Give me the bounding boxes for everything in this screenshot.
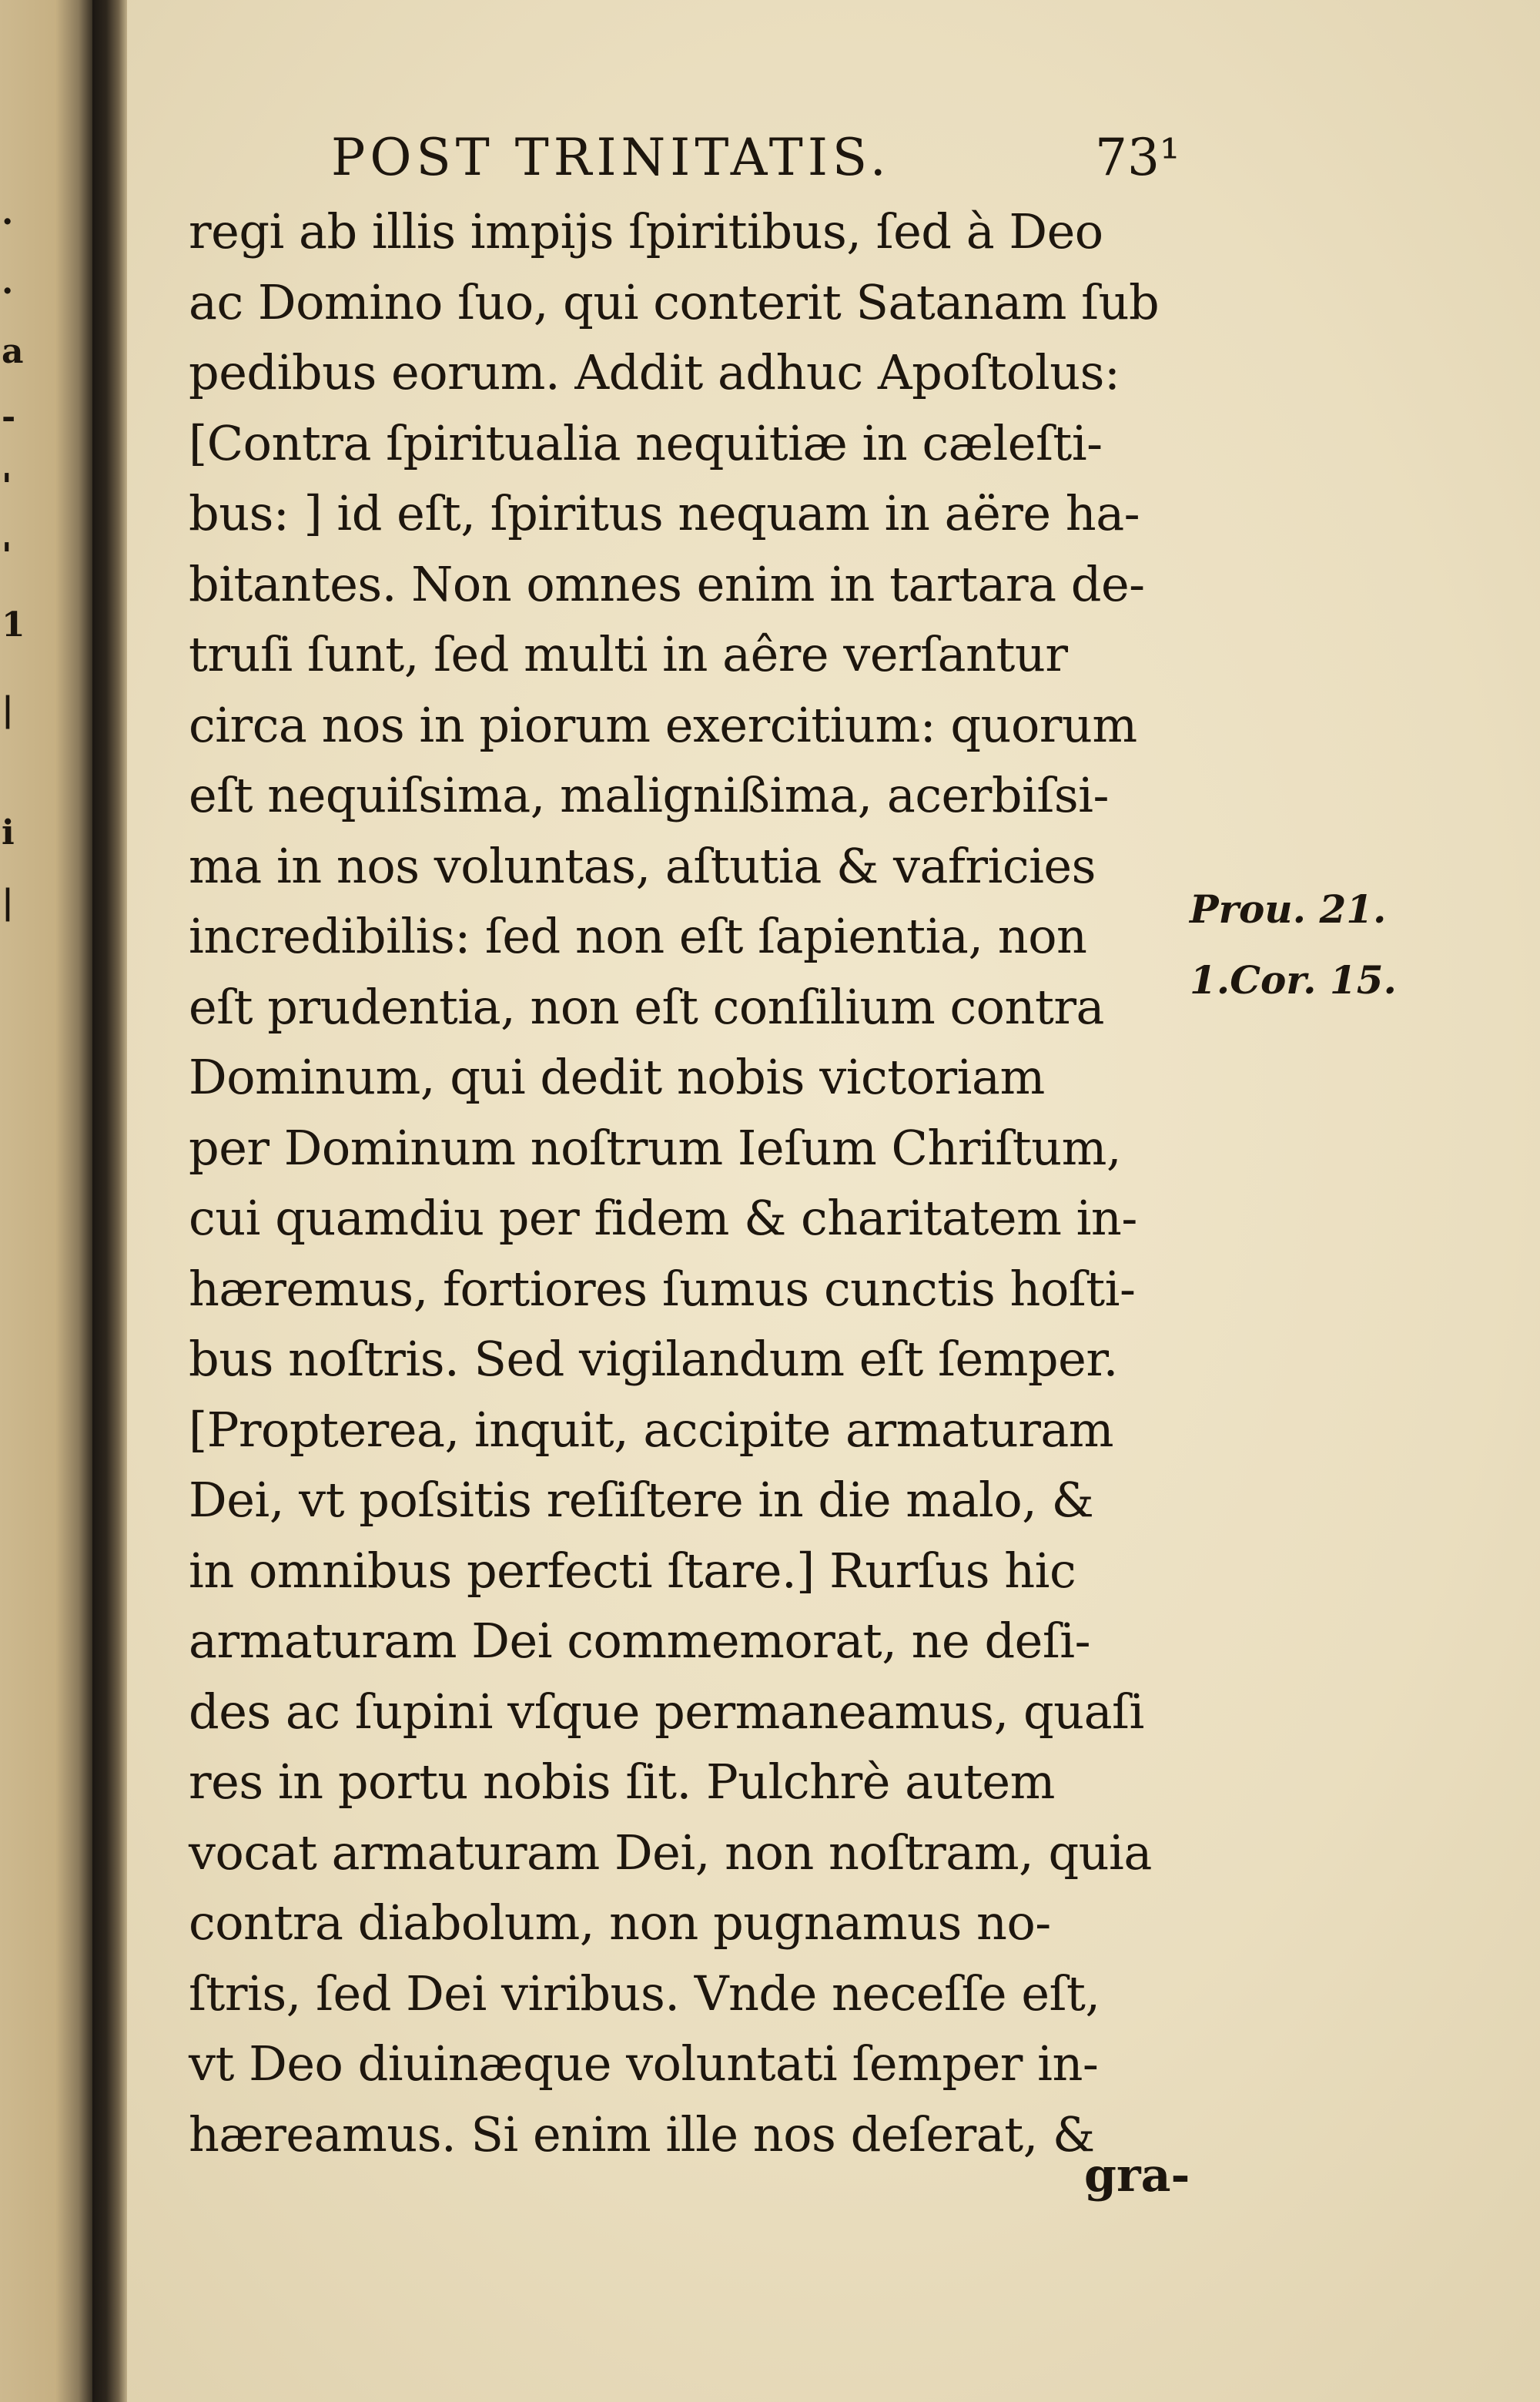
text-line: [Contra ſpiritualia nequitiæ in cæleſti-	[189, 414, 1103, 471]
text-line: bus noſtris. Sed vigilandum eſt ſemper.	[189, 1331, 1118, 1387]
text-line: [Propterea, inquit, accipite armaturam	[189, 1401, 1114, 1458]
text-line: ac Domino ſuo, qui conterit Satanam ſub	[189, 273, 1160, 330]
facing-page-mark: |	[2, 883, 15, 922]
margin-note: Prou. 21.	[1190, 886, 1387, 932]
text-line: eſt prudentia, non eſt conſilium contra	[189, 978, 1104, 1035]
text-line: bus: ] id eſt, ſpiritus nequam in aëre ha-	[189, 485, 1140, 541]
margin-note: 1.Cor. 15.	[1190, 957, 1397, 1003]
facing-page-mark: '	[2, 536, 12, 575]
text-line: vocat armaturam Dei, non noſtram, quia	[189, 1824, 1152, 1881]
text-line: in omnibus perfecti ſtare.] Rurſus hic	[189, 1542, 1076, 1599]
body-text	[189, 196, 1205, 2169]
binding-gutter	[92, 0, 127, 2402]
text-line: circa nos in piorum exercitium: quorum	[189, 696, 1137, 753]
text-line: truſi ſunt, ſed multi in aêre verſantur	[189, 626, 1068, 682]
text-line: pedibus eorum. Addit adhuc Apoſtolus:	[189, 344, 1120, 400]
facing-page-mark: .	[2, 263, 14, 302]
page-header	[0, 116, 1540, 200]
facing-page-mark: a	[2, 332, 24, 371]
text-line: armaturam Dei commemorat, ne deſi-	[189, 1613, 1091, 1669]
text-line: per Dominum noſtrum Ieſum Chriſtum,	[189, 1119, 1122, 1176]
text-line: incredibilis: ſed non eſt ſapientia, non	[189, 908, 1087, 964]
facing-page-mark: -	[2, 397, 16, 437]
catchword: gra-	[1084, 2149, 1190, 2203]
text-line: contra diabolum, non pugnamus no-	[189, 1894, 1051, 1951]
margin-notes	[1190, 874, 1397, 1016]
text-line: Dei, vt poſsitis reſiſtere in die malo, &	[189, 1472, 1094, 1528]
text-line: vt Deo diuinæque voluntati ſemper in-	[189, 2035, 1099, 2092]
facing-page-mark: |	[2, 690, 15, 729]
facing-page-marks	[0, 0, 92, 2402]
text-line: cui quamdiu per fidem & charitatem in-	[189, 1190, 1137, 1246]
facing-page-mark: 1	[2, 605, 25, 645]
text-line: ſtris, ſed Dei viribus. Vnde neceſſe eſt,	[189, 1965, 1100, 2022]
text-line: ma in nos voluntas, aſtutia & vafricies	[189, 837, 1096, 894]
text-line: res in portu nobis ſit. Pulchrè autem	[189, 1754, 1055, 1810]
text-line: Dominum, qui dedit nobis victoriam	[189, 1049, 1045, 1105]
page-number: 73¹	[1095, 128, 1180, 187]
text-line: hæreamus. Si enim ille nos deſerat, &	[189, 2106, 1095, 2162]
text-line: bitantes. Non omnes enim in tartara de-	[189, 555, 1145, 612]
text-line: eſt nequiſsima, malignißima, acerbiſsi-	[189, 767, 1109, 823]
text-line: hæremus, fortiores ſumus cunctis hoſti-	[189, 1260, 1136, 1317]
facing-page-mark: i	[2, 813, 15, 853]
facing-page-mark: .	[2, 193, 14, 233]
running-title: POST TRINITATIS.	[331, 128, 891, 187]
text-line: regi ab illis impijs ſpiritibus, ſed à Deo	[189, 203, 1103, 260]
text-line: des ac ſupini vſque permaneamus, quaſi	[189, 1683, 1144, 1740]
facing-page-mark: '	[2, 467, 12, 506]
